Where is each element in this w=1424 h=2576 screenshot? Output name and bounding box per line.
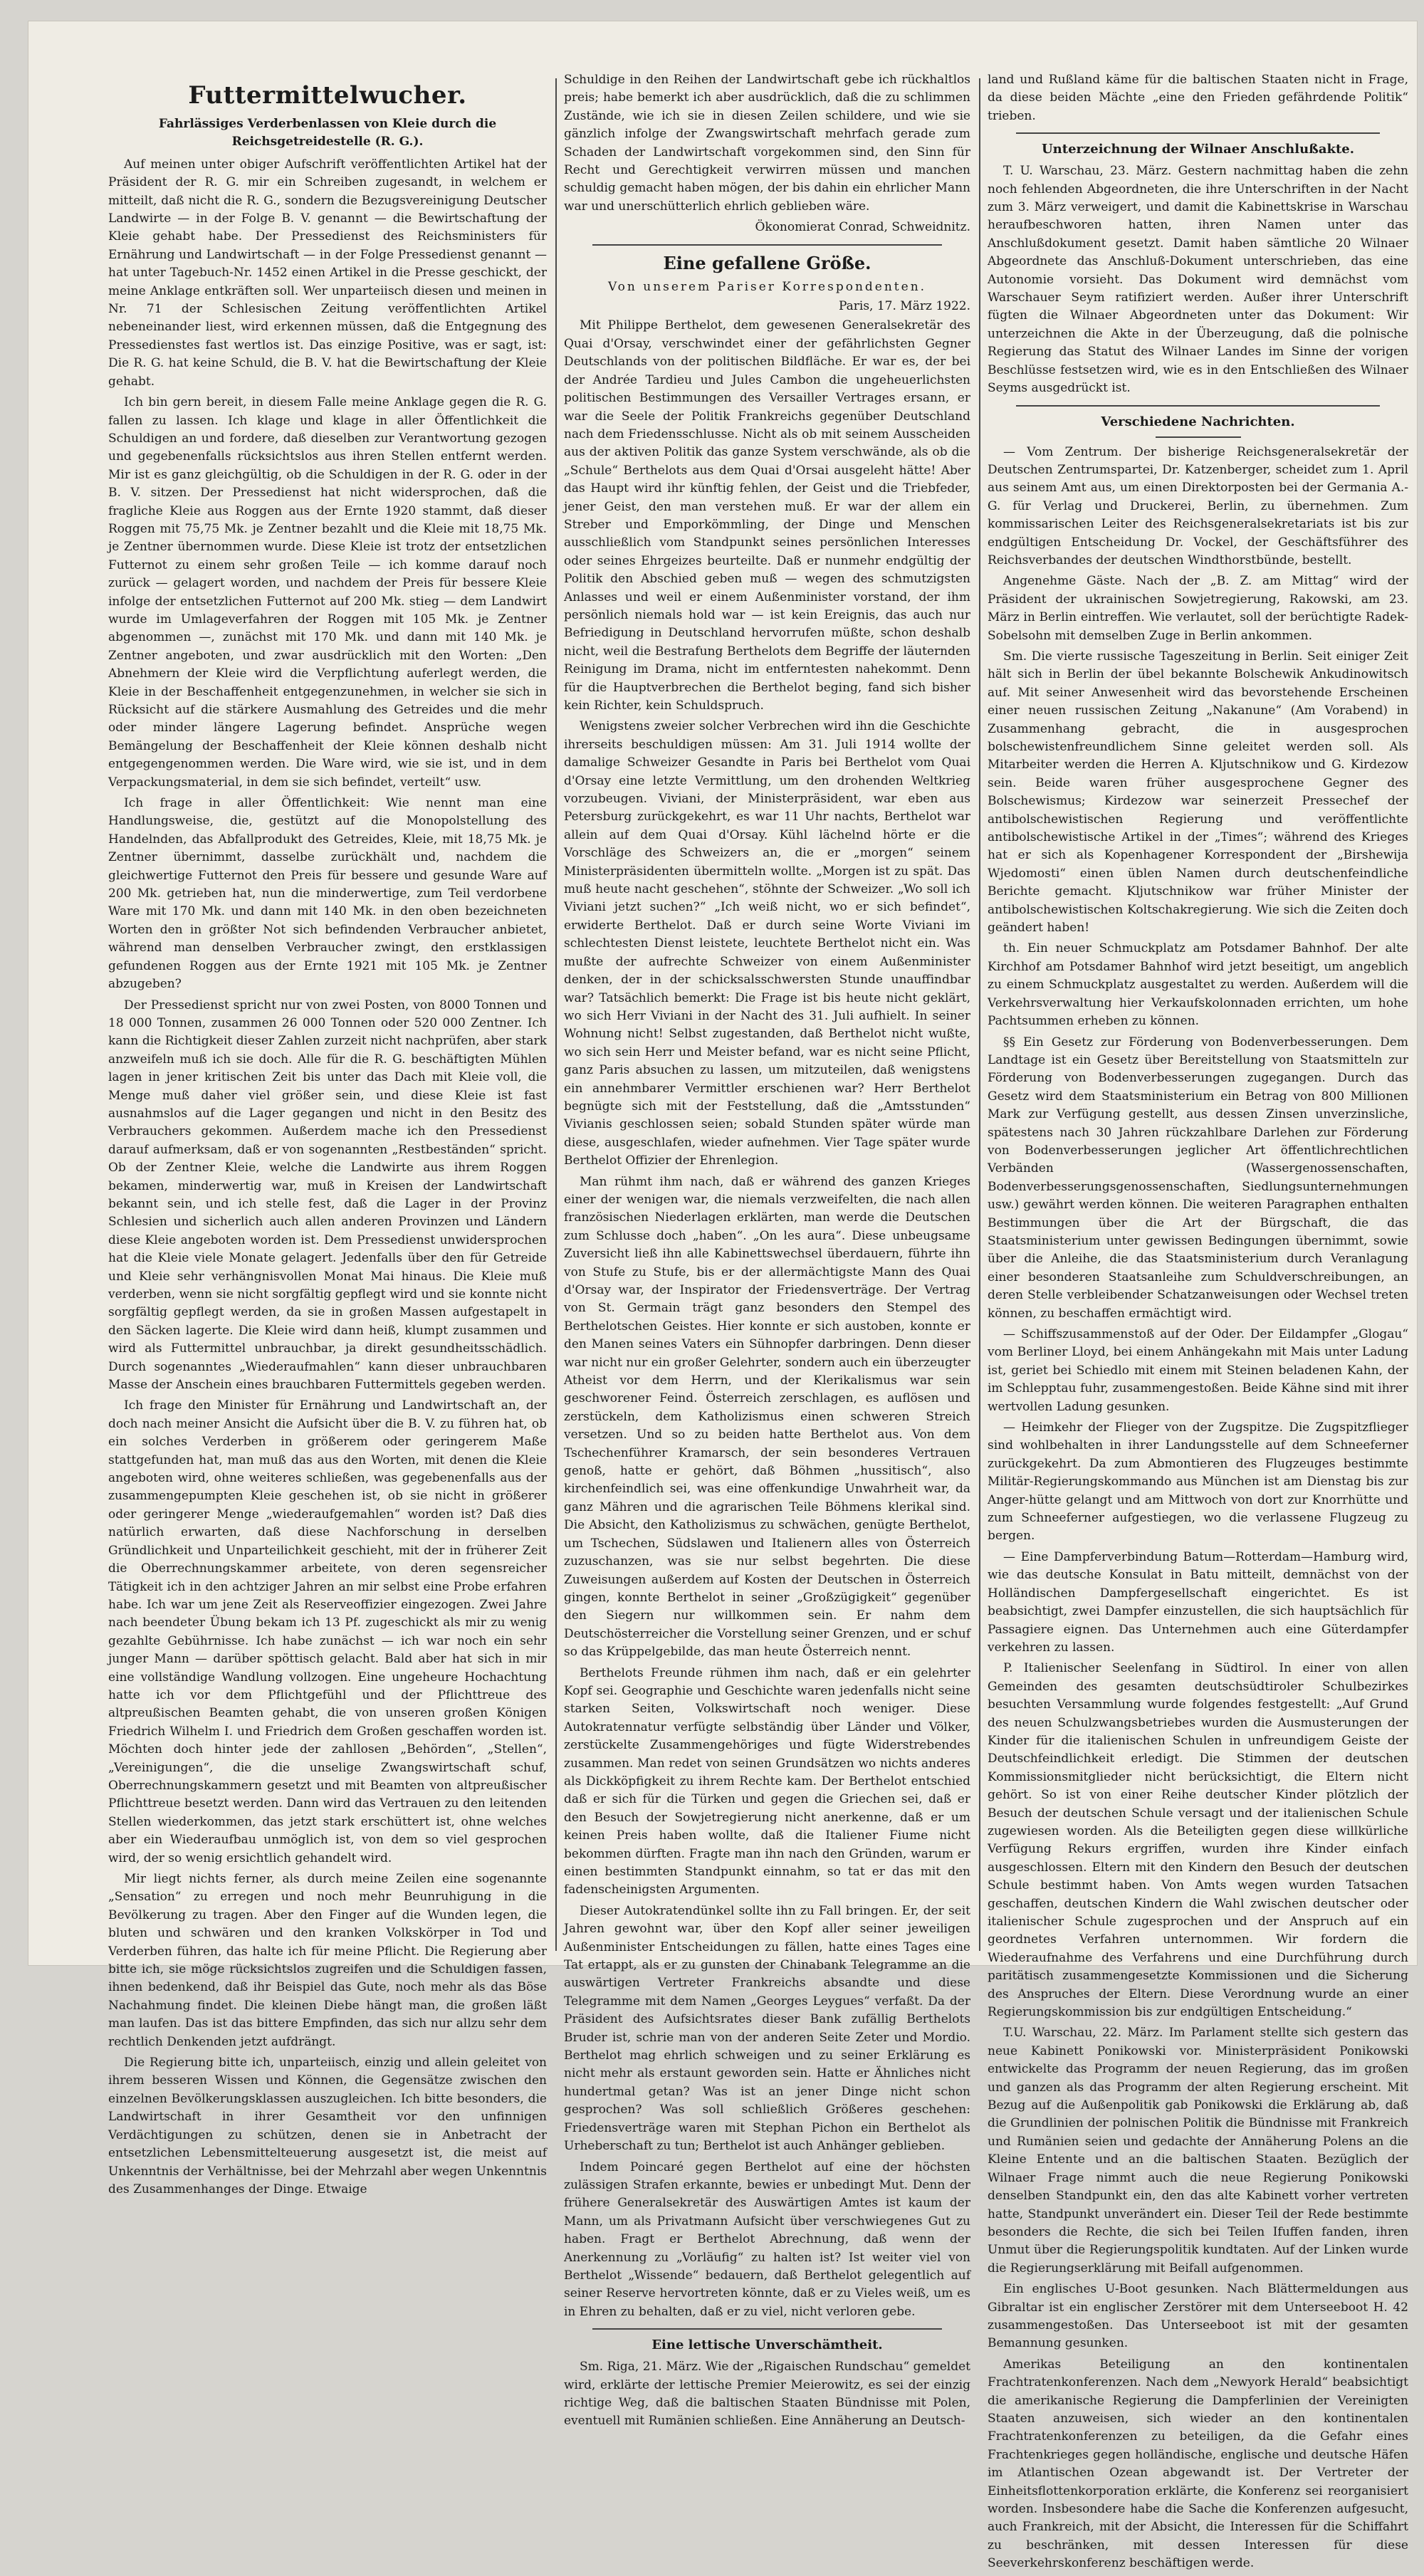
paragraph: Dieser Autokratendünkel sollte ihn zu Fall bringen. Er, der seit Jahren gewohnt war, über den Kopf aller seiner jeweiligen Außenminister Entscheidungen zu fällen, hatte eines Tages eine Tat ertappt, als er zu gunsten der Chinabank Telegramme an die auswärtigen Vertreter Frankreichs absandte und diese Telegramme mit dem Namen „Georges Leygues“ verfaßt. Da der Präsident des Aufsichtsrates dieser Bank zufällig Berthelots Bruder ist, schrie man von der anderen Seite Zeter und Mordio. Berthelot mag ehrlich schweigen und zu seiner Erklärung es nicht mehr als erstaunt geworden sein. Hatte er Ähnliches nicht hundertmal getan? Was ist an jener Dinge nicht schon gesprochen? Was soll schließlich Größeres geschehen: Friedensverträge waren mit Stephan Pichon ein Berthelot als Urheberschaft zu tun; Berthelot ist auch Anhänger geblieben.	[564, 1903, 970, 2154]
news-item: — Heimkehr der Flieger von der Zugspitze. Die Zugspitzflieger sind wohlbehalten in ihrer Landungsstelle auf dem Schneeferner zurückgekehrt. Da zum Abmontieren des Flugzeuges bestimmte Militär-Regierungskommando aus München ist am Dienstag bis zur Anger-hütte gelangt und am Mittwoch von dort zur Knorrhütte und zum Schneeferner aufgestiegen, wo die verlassene Flugzeug zu bergen.	[988, 1420, 1408, 1544]
news-item: Amerikas Beteiligung an den kontinentalen Frachtratenkonferenzen. Nach dem „Newyork Herald“ beabsichtigt die amerikanische Regierung die Dampferlinien der Vereinigten Staaten anzuweisen, sich wieder an den kontinentalen Frachtratenkonferenzen zu beteiligen, da die Gefahr eines Frachtenkrieges gegen holländische, englische und deutsche Häfen im Atlantischen Ozean abgewandt ist. Der Vertreter der Einheitsflottenkorporation erklärte, die Konferenz sei reorganisiert worden. Insbesondere habe die Sache die Konferenzen aufgesucht, auch Frankreich, mit der Absicht, die Interessen für die Schiffahrt zu beschränken, mit dessen Interessen für diese Seeverkehrskonferenz beschäftigen werde.	[988, 2357, 1408, 2571]
column-3	[979, 71, 1417, 2576]
paragraph: Man rühmt ihm nach, daß er während des ganzen Krieges einer der wenigen war, die niemals verzweifelten, die nach allen französischen Niederlagen erklärten, man werde die Deutschen zum Schlusse doch „haben“. „On les aura“. Diese unbeugsame Zuversicht ließ ihn alle Kabinettswechsel überdauern, führte ihn von Stufe zu Stufe, bis er der allermächtigste Mann des Quai d'Orsay war, der Inspirator der Friedensverträge. Der Vertrag von St. Germain trägt ganz besonders den Stempel des Berthelotschen Geistes. Hier konnte er sich austoben, konnte er den Manen seines Vaters ein Sühnopfer darbringen. Denn dieser war nicht nur ein großer Gelehrter, sondern auch ein überzeugter Atheist vor dem Herrn, und der Klerikalismus war sein geschworener Feind. Österreich zerschlagen, es auflösen und zerstückeln, dem Katholizismus einen schweren Streich versetzen. Und so zu beiden hatte Berthelot aus. Von dem Tschechenführer Kramarsch, der sein besonderes Vertrauen genoß, hatte er gehört, daß Böhmen „hussitisch“, also kirchenfeindlich sei, was eine offenkundige Unwahrheit war, da ganz Mähren und die agrarischen Teile Böhmens klerikal sind. Die Absicht, den Katholizismus zu schwächen, genügte Berthelot, um Tschechen, Südslawen und Italienern alles von Österreich zuzuschanzen, was sie nur selbst begehrten. Die diese Zuweisungen außerdem auf Kosten der Deutschen in Österreich gingen, konnte Berthelot in seiner „Großzügigkeit“ gegenüber den Siegern nur willkommen sein. Er nahm dem Deutschösterreicher die Vorstellung seiner Grenzen, und er schuf so das Krüppelgebilde, das man heute Österreich nennt.	[564, 1174, 970, 1660]
paragraph: Ich frage den Minister für Ernährung und Landwirtschaft an, der doch nach meiner Ansicht die Aufsicht über die B. V. zu führen hat, ob ein solches Verderben in größerem oder geringerem Maße stattgefunden hat, man muß das aus den Worten, mit denen die Kleie angeboten wird, ohne weiteres schließen, was gegebenenfalls aus der zusammengepumpten Kleie geschehen ist, ob sie nicht in größerer oder geringerer Menge „wiederaufgemahlen“ worden ist? Daß dies natürlich erwarten, daß diese Nachforschung in derselben Gründlichkeit und Unparteilichkeit geschieht, mit der in früherer Zeit die Oberrechnungskammer arbeitete, von deren segensreicher Tätigkeit ich in den achtziger Jahren an mir selbst eine Probe erfahren habe. Ich war um jene Zeit als Reserveoffizier eingezogen. Zwei Jahre nach beendeter Übung bekam ich 13 Pf. zugeschickt als mir zu wenig gezahlte Gebührnisse. Ich habe zunächst — ich war noch ein sehr junger Mann — darüber spöttisch gelacht. Bald aber hat sich in mir eine vollständige Wandlung vollzogen. Eine ungeheure Hochachtung hatte ich vor dem Pflichtgefühl und der Pflichttreue des altpreußischen Beamten gehabt, die von unseren großen Königen Friedrich Wilhelm I. und Friedrich dem Großen geschaffen worden ist. Möchten doch hinter jede der zahllosen „Behörden“, „Stellen“, „Vereinigungen“, die die unselige Zwangswirtschaft schuf, Oberrechnungskammern gesetzt und mit Beamten von altpreußischer Pflichttreue besetzt werden. Dann wird das Vertrauen zu den leitenden Stellen wiederkommen, das jetzt stark erschüttert ist, ohne welches aber ein Wiederaufbau unmöglich ist, von dem so viel gesprochen wird, der so wenig ersichtlich gehandelt wird.	[108, 1398, 547, 1865]
paragraph: Die Regierung bitte ich, unparteiisch, einzig und allein geleitet von ihrem besseren Wissen und Können, die Gegensätze zwischen den einzelnen Bevölkerungsklassen auszugleichen. Ich bitte besonders, die Landwirtschaft in ihrer Gesamtheit vor den unfinnigen Verdächtigungen zu schützen, denen sie in Anbetracht der entsetzlichen Lebensmittelteuerung ausgesetzt ist, die meist auf Unkenntnis der Verhältnisse, bei der Mehrzahl aber wegen Unkenntnis des Zusammenhanges der Dinge. Etwaige	[108, 2056, 547, 2197]
article-headline-futtermittelwucher: Futtermittelwucher.	[188, 81, 467, 110]
paragraph: Wenigstens zweier solcher Verbrechen wird ihn die Geschichte ihrerseits beschuldigen müssen: Am 31. Juli 1914 wollte der damalige Schweizer Gesandte in Paris bei Berthelot vom Quai d'Orsay eine letzte Vermittlung, um den drohenden Weltkrieg vorzubeugen. Viviani, der Ministerpräsident, war eben aus Petersburg zurückgekehrt, es war 11 Uhr nachts, Berthelot war allein auf dem Quai d'Orsay. Kühl lächelnd hörte er die Vorschläge des Schweizers an, die er „morgen“ seinem Ministerpräsidenten übermitteln wollte. „Morgen ist zu spät. Das muß heute nacht geschehen“, stöhnte der Schweizer. „Wo soll ich Viviani jetzt suchen?“ „Ich weiß nicht, wo er sich befindet“, erwiderte Berthelot. Daß er durch seine Worte Viviani im schlechtesten Dienst leistete, leuchtete Berthelot nicht ein. Was mußte der aufrechte Schweizer von einem Außenminister denken, der in der schicksalsschwersten Stunde unauffindbar war? Tatsächlich bemerkt: Die Frage ist bis heute nicht geklärt, wo sich Herr Viviani in der Nacht des 31. Juli aufhielt. In seiner Wohnung nicht! Selbst zugestanden, daß Berthelot nicht wußte, wo sich sein Herr und Meister befand, war es nicht seine Pflicht, ganz Paris absuchen zu lassen, um mitzuteilen, daß wenigstens ein annehmbarer Vermittler erschienen war? Herr Berthelot begnügte sich mit der Feststellung, daß die „Amtsstunden“ Vivianis geschlossen seien; sobald Stunden später würde man diese, ausgeschlafen, wieder aufnehmen. Vier Tage später wurde Berthelot Offizier der Ehrenlegion.	[564, 719, 970, 1168]
paragraph: Indem Poincaré gegen Berthelot auf eine der höchsten zulässigen Strafen erkannte, bewies er unbedingt Mut. Denn der frühere Generalsekretär des Auswärtigen Amtes ist kaum der Mann, um als Privatmann Aufsicht über verschwiegenes Gut zu haben. Fragt er Berthelot Abrechnung, daß wenn der Anerkennung zu „Vorläufig“ zu halten ist? Ist weiter viel von Berthelot „Wissende“ bedauern, daß Berthelot gelegentlich auf seiner Reserve hervortreten könnte, daß er zu Vieles weiß, um es in Ehren zu behalten, daß er zu viel, nicht verloren gebe.	[564, 2159, 970, 2319]
article-headline-lettische-unverschaemtheit: Eine lettische Unverschämtheit.	[651, 2337, 883, 2353]
article-separator	[1016, 132, 1380, 134]
paragraph: Ich bin gern bereit, in diesem Falle meine Anklage gegen die R. G. fallen zu lassen. Ich klage und klage in aller Öffentlichkeit die Schuldigen an und fordere, daß dieselben zur Verantwortung gezogen und gegebenenfalls rücksichtslos aus ihren Stellen entfernt werden. Mir ist es ganz gleichgültig, ob die Schuldigen in der R. G. oder in der B. V. sitzen. Der Pressedienst hat nicht widersprochen, daß die fragliche Kleie aus Roggen aus der Ernte 1920 stammt, daß dieser Roggen mit 75,75 Mk. je Zentner bezahlt und die Kleie mit 18,75 Mk. je Zentner übernommen wurde. Diese Kleie ist trotz der entsetzlichen Futternot zu einem sehr großen Teile — ich komme darauf noch zurück — gelagert worden, und nachdem der Preis für bessere Kleie infolge der entsetzlichen Futternot auf 200 Mk. stieg — dem Landwirt wurde im Umlageverfahren der Roggen mit 105 Mk. je Zentner abgenommen —, zunächst mit 170 Mk. und dann mit 140 Mk. je Zentner angeboten, und zwar ausdrücklich mit den Worten: „Den Abnehmern der Kleie wird die Verpflichtung auferlegt werden, die Kleie in der Beschaffenheit entgegenzunehmen, in welcher sie sich in Rücksicht auf die stärkere Ausmahlung des Getreides und die mehr oder minder längere Lagerung befindet. Ansprüche wegen Bemängelung der Beschaffenheit der Kleie können deshalb nicht entgegengenommen werden. Die Ware wird, wie sie ist, und in dem Verpackungsmaterial, in dem sie sich befindet, verteilt“ usw.	[108, 395, 547, 790]
section-headline-verschiedene-nachrichten: Verschiedene Nachrichten.	[1101, 414, 1295, 429]
news-item: §§ Ein Gesetz zur Förderung von Bodenverbesserungen. Dem Landtage ist ein Gesetz über Bereitstellung von Staatsmitteln zur Förderung von Bodenverbesserungen zugegangen. Durch das Gesetz wird dem Staatsministerium ein Betrag von 800 Millionen Mark zur Verfügung gestellt, aus dessen Zinsen unverzinsliche, spätestens nach 30 Jahren rückzahlbare Darlehen zur Förderung von Bodenverbesserungen jeglicher Art öffentlichrechtlichen Verbänden (Wassergenossenschaften, Bodenverbesserungsgenossenschaften, Siedlungsunternehmungen usw.) gewährt werden können. Die weiteren Paragraphen enthalten Bestimmungen über die Art der Bürgschaft, die das Staatsministerium unter gewissen Bedingungen übernimmt, sowie über die Anleihe, die das Staatsministerium durch Veranlagung einer besonderen Staatsanleihe zum Schuldverschreibungen, an deren Stelle verbleibender Schatzanweisungen oder Wechsel treten können, zu beschaffen ermächtigt wird.	[988, 1035, 1408, 1321]
news-item: Angenehme Gäste. Nach der „B. Z. am Mittag“ wird der Präsident der ukrainischen Sowjetregierung, Rakowski, am 23. März in Berlin eintreffen. Wie verlautet, soll der berüchtigte Radek-Sobelsohn mit demselben Zuge in Berlin ankommen.	[988, 574, 1408, 643]
article-separator	[592, 244, 942, 246]
paragraph: Sm. Riga, 21. März. Wie der „Rigaischen Rundschau“ gemeldet wird, erklärte der lettische Premier Meierowitz, es sei der einzig richtige Weg, daß die baltischen Staaten Bündnisse mit Polen, eventuell mit Rumänien schließen. Eine Annäherung an Deutsch-	[564, 2360, 970, 2429]
continued-paragraph: land und Rußland käme für die baltischen Staaten nicht in Frage, da diese beiden Mächte „eine den Frieden gefährdende Politik“ trieben.	[988, 73, 1408, 123]
paragraph: T. U. Warschau, 23. März. Gestern nachmittag haben die zehn noch fehlenden Abgeordneten, die ihre Unterschriften in der Nacht zum 3. März verweigert, und damit die Kabinettskrise in Warschau heraufbeschworen hatten, ihren Namen unter das Anschlußdokument gesetzt. Damit haben sämtliche 20 Wilnaer Abgeordnete das Anschluß-Dokument unterschrieben, das eine Autonomie vorsieht. Das Dokument wird demnächst vom Warschauer Seym ratifiziert werden. Außer ihrer Unterschrift fügten die Wilnaer Abgeordneten unter das Dokument: Wir unterzeichnen die Akte in der Überzeugung, daß die polnische Regierung das Statut des Wilnaer Landes im Sinne der vorigen Beschlüsse festsetzen wird, wie es in den Entschließen des Wilnaer Seyms ausgedrückt ist.	[988, 164, 1408, 396]
news-item: Ein englisches U-Boot gesunken. Nach Blättermeldungen aus Gibraltar ist ein englischer Zerstörer mit dem Unterseeboot H. 42 zusammengestoßen. Das Unterseeboot ist mit der gesamten Bemannung gesunken.	[988, 2282, 1408, 2351]
column-1	[100, 71, 555, 2201]
paragraph: Mit Philippe Berthelot, dem gewesenen Generalsekretär des Quai d'Orsay, verschwindet einer der gefährlichsten Gegner Deutschlands von der politischen Bildfläche. Er war es, der bei der Andrée Tardieu und Jules Cambon die ungeheuerlichsten politischen Bestimmungen des Versailler Vertrages ersann, er war die Seele der Politik Frankreichs gegenüber Deutschland nach dem Friedensschlusse. Nicht als ob mit seinem Ausscheiden aus der aktiven Politik das ganze System verschwände, als ob die „Schule“ Berthelots aus dem Quai d'Orsai ausgeleht hätte! Aber das Haupt wird ihr künftig fehlen, der Geist und die Triebfeder, jener Geist, den man verstehen muß. Er war der allem ein Streber und Emporkömmling, der Dinge und Menschen ausschließlich vom Standpunkt seines persönlichen Interesses oder seines Ehrgeizes beurteilte. Daß er nunmehr endgültig der Politik den Abschied geben muß — wegen des schmutzigsten Anlasses und weil er einem Außenminister vorstand, der ihm persönlich niemals hold war — ist kein Ereignis, das auch nur Befriedigung in Deutschland hervorrufen müßte, schon deshalb nicht, weil die Bestrafung Berthelots dem Begriffe der läuternden Reinigung im Drama, nicht im entferntesten nahekommt. Denn für die Hauptverbrechen die Berthelot beging, fand sich bisher kein Richter, kein Schuldspruch.	[564, 318, 970, 713]
paragraph: Der Pressedienst spricht nur von zwei Posten, von 8000 Tonnen und 18 000 Tonnen, zusammen 26 000 Tonnen oder 520 000 Zentner. Ich kann die Richtigkeit dieser Zahlen zurzeit nicht nachprüfen, aber stark anzweifeln muß ich sie doch. Alle für die R. G. beschäftigten Mühlen lagen in jener kritischen Zeit bis unter das Dach mit Kleie voll, die Menge muß daher viel größer sein, und diese Kleie ist fast ausnahmslos auf die Lager gegangen und nicht in den Besitz des Verbrauchers gekommen. Außerdem mache ich den Pressedienst darauf aufmerksam, daß er von sogenannten „Restbeständen“ spricht. Ob der Zentner Kleie, welche die Landwirte aus ihrem Roggen bekamen, minderwertig war, muß in Kreisen der Landwirtschaft bekannt sein, und ich stelle fest, daß die Lager in der Provinz Schlesien und sicherlich auch allen anderen Provinzen und Ländern diese Kleie angeboten worden ist. Dem Pressedienst unwidersprochen hat die Kleie viele Monate gelagert. Jedenfalls über den für Getreide und Kleie sehr verhängnisvollen Monat Mai hinaus. Die Kleie muß verderben, wenn sie nicht sorgfältig gepflegt wird und sie konnte nicht sorgfältig gepflegt werden, da sie in großen Massen aufgestapelt in den Säcken lagerte. Die Kleie wird dann heiß, klumpt zusammen und wird als Futtermittel unbrauchbar, ja direkt gesundheitsschädlich. Durch sogenanntes „Wiederaufmahlen“ kann dieser unbrauchbaren Masse der Anschein eines brauchbaren Futtermittels gegeben werden.	[108, 998, 547, 1393]
article-separator	[1016, 405, 1380, 407]
news-item: th. Ein neuer Schmuckplatz am Potsdamer Bahnhof. Der alte Kirchhof am Potsdamer Bahnhof wird jetzt beseitigt, um angeblich zu einem Schmuckplatz ausgestaltet zu werden. Außerdem will die Verkehrsverwaltung hier Verkaufskolonnaden errichten, um hohe Pachtsummen erheben zu können.	[988, 941, 1408, 1029]
dateline: Paris, 17. März 1922.	[838, 299, 970, 314]
news-item: P. Italienischer Seelenfang in Südtirol. In einer von allen Gemeinden des gesamten deutschsüdtiroler Schulbezirkes besuchten Versammlung wurde folgendes festgestellt: „Auf Grund des neuen Schulzwangsbetriebes wurden die Ausmusterungen der Kinder für die italienischen Schulen in unfreundigem Geiste der Deutschfeindlichkeit erledigt. Die Stimmen der deutschen Kommissionsmitglieder nicht berücksichtigt, die Eltern nicht gehört. So ist von einer Reihe deutscher Kinder plötzlich der Besuch der deutschen Schule versagt und der italienischen Schule zugewiesen worden. Als die Beteiligten gegen diese willkürliche Verfügung Rekurs ergriffen, wurden ihre Kinder einfach ausgeschlossen. Eltern mit den Kindern den Besuch der deutschen Schule bestimmt haben. Von Amts wegen wurden Tatsachen geschaffen, deutschen Kindern die Wahl zwischen deutscher oder italienischer Schule zugesprochen und der Anspruch auf ein geordnetes Verfahren unternommen. Wir fordern die Wiederaufnahme des Verfahrens und eine Durchführung durch paritätisch zusammengesetzte Kommissionen und die Sicherung des Anspruches der Eltern. Diese Verordnung wurde an einer Regierungskommission bis zur endgültigen Entscheidung.“	[988, 1661, 1408, 2020]
paragraph: Ich frage in aller Öffentlichkeit: Wie nennt man eine Handlungsweise, die, gestützt auf die Monopolstellung des Handelnden, das Abfallprodukt des Getreides, Kleie, mit 18,75 Mk. je Zentner übernimmt, dasselbe zurückhält und, nachdem die gleichwertige Futternot den Preis für bessere und gesunde Ware auf 200 Mk. getrieben hat, nun die minderwertige, zum Teil verdorbene Ware mit 170 Mk. und dann mit 140 Mk. in den oben bezeichneten Worten den in größter Not sich befindenden Verbraucher anbietet, während man denselben Verbraucher zwingt, den erstklassigen gefundenen Roggen aus der Ernte 1921 mit 105 Mk. je Zentner abzugeben?	[108, 796, 547, 992]
continued-paragraph: Schuldige in den Reihen der Landwirtschaft gebe ich rückhaltlos preis; habe bemerkt ich aber ausdrücklich, daß die zu schlimmen Zustände, wie ich sie in diesen Zeilen schildere, und wie sie gänzlich infolge der Zwangswirtschaft mehrfach gerade zum Schaden der Landwirtschaft vorgekommen sind, den Sinn für Recht und Gerechtigkeit verwirren müssen und manchen schuldig gemacht haben mögen, der bis dahin ein ehrlicher Mann war und unerschütterlich ehrlich geblieben wäre.	[564, 73, 970, 214]
article-headline-gefallene-groesse: Eine gefallene Größe.	[663, 252, 871, 273]
news-item: — Vom Zentrum. Der bisherige Reichsgeneralsekretär der Deutschen Zentrumspartei, Dr. Katzenberger, scheidet zum 1. April aus seinem Amt aus, um einen Direktorposten bei der Germania A.-G. für Verlag und Druckerei, Berlin, zu übernehmen. Zum kommissarischen Leiter des Reichsgeneralsekretariats ist bis zur endgültigen Entscheidung Dr. Vockel, der Geschäftsführer des Reichsverbandes der deutschen Windthorstbünde, bestellt.	[988, 444, 1408, 567]
newspaper-page	[28, 21, 1417, 2571]
article-headline-wilnaer-anschlussakte: Unterzeichnung der Wilnaer Anschlußakte.	[1041, 142, 1355, 157]
paragraph: Auf meinen unter obiger Aufschrift veröffentlichten Artikel hat der Präsident der R. G. mir ein Schreiben zugesandt, in welchem er mitteilt, daß nicht die R. G., sondern die Bezugsvereinigung Deutscher Landwirte — in der Folge B. V. genannt — die Bewirtschaftung der Kleie gehabt habe. Der Pressedienst des Reichsministers für Ernährung und Landwirtschaft — in der Folge Pressedienst genannt — hat unter Tagebuch-Nr. 1452 einen Artikel in die Presse geschickt, der meine Anklage entkräften soll. Wer unparteiisch diesen und meinen in Nr. 71 der Schlesischen Zeitung veröffentlichten Artikel nebeneinander liest, wird erkennen müssen, daß die Entgegnung des Pressedienstes fast wertlos ist. Das einzige Positive, was er sagt, ist: Die R. G. hat keine Schuld, die B. V. hat die Bewirtschaftung der Kleie gehabt.	[108, 157, 547, 389]
byline: Von unserem Pariser Korrespondenten.	[607, 279, 927, 294]
paragraph: Mir liegt nichts ferner, als durch meine Zeilen eine sogenannte „Sensation“ zu erregen und noch mehr Beunruhigung in die Bevölkerung zu tragen. Aber den Finger auf die Wunden legen, die bluten und schwären und den kranken Volkskörper in Tod und Verderben führen, das halte ich für meine Pflicht. Die Regierung aber bitte ich, sie möge rücksichtslos zugreifen und die Schuldigen fassen, ihnen bedenkend, daß ihr Beispiel das Gute, noch mehr als das Böse Nachahmung findet. Die kleinen Diebe hängt man, die großen läßt man laufen. Das ist das bittere Empfinden, das sich nur allzu sehr dem rechtlich Denkenden jetzt aufdrängt.	[108, 1872, 547, 2049]
news-item: T.U. Warschau, 22. März. Im Parlament stellte sich gestern das neue Kabinett Ponikowski vor. Ministerpräsident Ponikowski entwickelte das Programm der neuen Regierung, das im großen und ganzen als das Programm der alten Regierung erscheint. Mit Bezug auf die Außenpolitik gab Ponikowski die Erklärung ab, daß die Grundlinien der polnischen Politik die Bündnisse mit Frankreich und Rumänien seien und gedachte der Annäherung Polens an die Kleine Entente und an die baltischen Staaten. Bezüglich der Wilnaer Frage nimmt auch die neue Regierung Ponikowski denselben Standpunkt ein, den das alte Kabinett vorher vertreten hatte, Standpunkt unverändert ein. Dieser Teil der Rede bestimmte besonders die Rechte, die sich bei Teilen Ifuffen fanden, ihren Unmut über die Regierungspolitik kundtaten. Auf der Linken wurde die Regierungserklärung mit Beifall aufgenommen.	[988, 2026, 1408, 2276]
short-rule	[1156, 436, 1241, 438]
paragraph: Berthelots Freunde rühmen ihm nach, daß er ein gelehrter Kopf sei. Geographie und Geschichte waren jedenfalls nicht seine starken Seiten, Volkswirtschaft noch weniger. Diese Autokratennatur verfügte selbständig über Länder und Völker, zerstückelte Zusammengehöriges und fügte Widerstrebendes zusammen. Man redet von seinen Grundsätzen wo nichts anderes als Dickköpfigkeit zu ihrem Rechte kam. Der Berthelot entschied daß er sich für die Türken und gegen die Griechen sei, daß er den Besuch der Sowjetregierung nicht anerkenne, daß er um keinen Preis haben wollte, daß die Italiener Fiume nicht bekommen dürften. Fragte man ihn nach den Gründen, warum er einen bestimmten Standpunkt einnahm, so tat er das mit den fadenscheinigsten Argumenten.	[564, 1665, 970, 1897]
author-signature: Ökonomierat Conrad, Schweidnitz.	[755, 220, 970, 235]
article-subhead: Fahrlässiges Verderbenlassen von Kleie durch die Reichsgetreidestelle (R. G.).	[158, 117, 497, 150]
news-item: — Eine Dampferverbindung Batum—Rotterdam—Hamburg wird, wie das deutsche Konsulat in Batu mitteilt, demnächst von der Holländischen Dampfergesellschaft eingerichtet. Es ist beabsichtigt, zwei Dampfer einzustellen, die sich hauptsächlich für Passagiere eignen. Das Unternehmen auch eine Güterdampfer verkehren zu lassen.	[988, 1549, 1408, 1655]
column-2	[555, 71, 979, 2434]
news-item: — Schiffszusammenstoß auf der Oder. Der Eildampfer „Glogau“ vom Berliner Lloyd, bei einem Anhängekahn mit Mais unter Ladung ist, geriet bei Schiedlo mit einem mit Steinen beladenen Kahn, der im Schlepptau fuhr, zusammengestoßen. Beide Kähne sind mit ihrer wertvollen Ladung gesunken.	[988, 1327, 1408, 1414]
article-separator	[592, 2328, 942, 2330]
news-item: Sm. Die vierte russische Tageszeitung in Berlin. Seit einiger Zeit hält sich in Berlin der übel bekannte Bolschewik Ankudinowitsch auf. Mit seiner Anwesenheit wird das bevorstehende Erscheinen einer neuen russischen Zeitung „Nakanune“ (Am Vorabend) in Zusammenhang gebracht, die in ausgesprochen bolschewistenfreundlichem Sinne geleitet werden soll. Als Mitarbeiter werden die Herren A. Kljutschnikow und G. Kirdezow sein. Beide waren früher ausgesprochene Gegner des Bolschewismus; Kirdezow war seinerzeit Pressechef der antibolschewistischen Regierung und veröffentlichte antibolschewistische Artikel in der „Times“; während des Krieges hat er sich als Kopenhagener Korrespondent der „Birshewija Wjedomosti“ einen üblen Namen durch deutschenfeindliche Berichte gemacht. Kljutschnikow war früher Minister der antibolschewistischen Koltschakregierung. Wie sich die Zeiten doch geändert haben!	[988, 649, 1408, 936]
